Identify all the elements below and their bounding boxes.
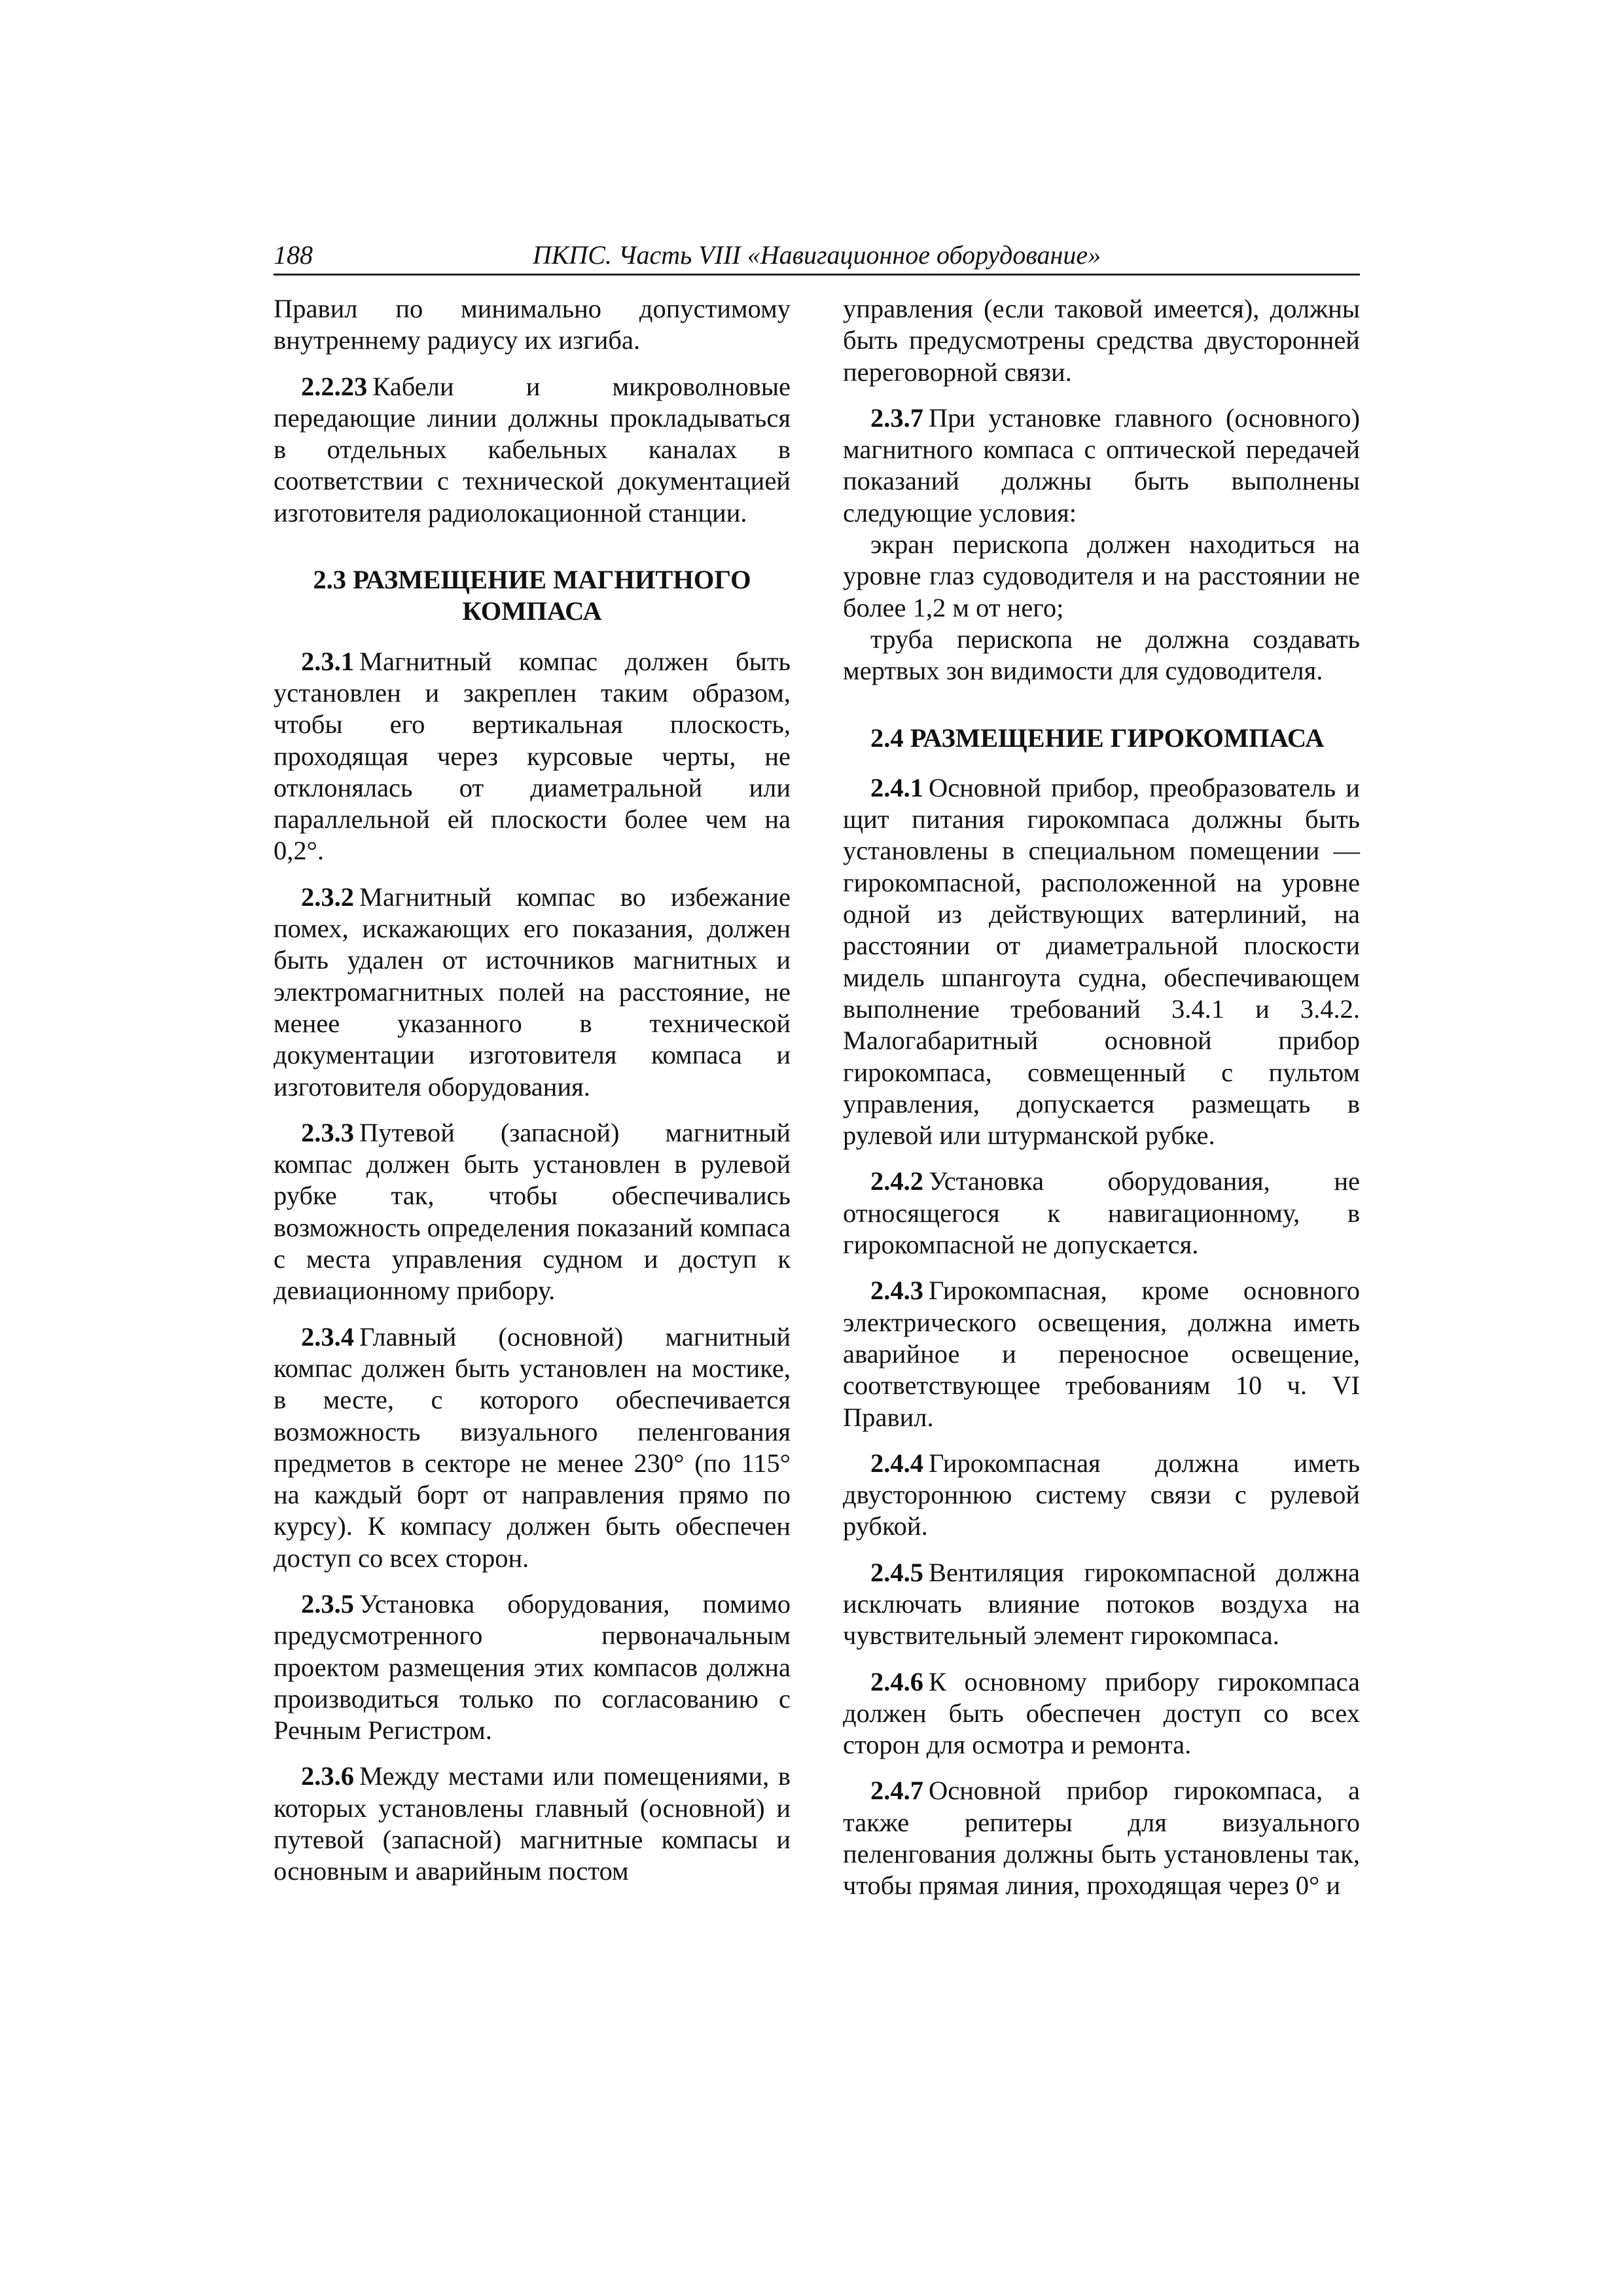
heading-line: КОМПАСА (462, 596, 602, 626)
clause-number: 2.3.3 (301, 1117, 354, 1147)
clause-number: 2.4.7 (870, 1776, 923, 1806)
clause-2-4-3 (843, 1275, 1360, 1433)
clause-2-4-1 (843, 772, 1360, 1152)
paragraph-text: Установка оборудования, помимо предусмотренного первоначальным проектом размещения этих компасов должна производиться только по согласованию с Речным Регистром. (274, 1588, 791, 1746)
clause-2-3-1 (274, 646, 791, 867)
left-column (274, 293, 791, 1902)
paragraph-text: Путевой (запасной) магнитный компас должен быть установлен в рулевой рубке так, чтобы обеспечивались возможность определения показаний компаса с места управления судном и доступ к девиационному прибору. (274, 1117, 791, 1306)
clause-2-4-5 (843, 1557, 1360, 1652)
clause-number: 2.3.6 (301, 1761, 354, 1791)
paragraph-continuation (843, 293, 1360, 388)
clause-2-3-4 (274, 1321, 791, 1574)
clause-2-4-4 (843, 1448, 1360, 1543)
clause-number: 2.3.7 (870, 403, 923, 433)
section-heading-2-4 (843, 723, 1360, 754)
clause-2-4-2 (843, 1166, 1360, 1261)
clause-number: 2.2.23 (301, 371, 368, 401)
paragraph-text: Правил по минимально допустимому внутреннему радиусу их изгиба. (274, 294, 791, 355)
paragraph-continuation (274, 293, 791, 357)
paragraph-text: Основной прибор, преобразователь и щит питания гирокомпаса должны быть установлены в специальном помещении — гирокомпасной, расположенной на уровне одной из действующих ватерлиний, на расстоянии от диаметральной плоскости мидель шпангоута судна, обеспечивающем выполнение требований 3.4.1 и 3.4.2. Малогабаритный основной прибор гирокомпаса, совмещенный с пультом управления, допускается размещать в рулевой или штурманской рубке. (843, 772, 1360, 1151)
paragraph-text: управления (если таковой имеется), должны быть предусмотрены средства двусторонней переговорной связи. (843, 294, 1360, 387)
paragraph-text: труба перископа не должна создавать мертвых зон видимости для судоводителя. (843, 624, 1360, 686)
paragraph-text: Между местами или помещениями, в которых установлены главный (основной) и путевой (запасной) магнитные компасы и основным и аварийным постом (274, 1761, 791, 1886)
paragraph-text: Установка оборудования, не относящегося к навигационному, в гирокомпасной не допускается. (843, 1166, 1360, 1260)
clause-2-3-3 (274, 1117, 791, 1307)
paragraph-text: Гирокомпасная должна иметь двустороннюю систему связи с рулевой рубкой. (843, 1448, 1360, 1541)
clause-number: 2.4.4 (870, 1448, 923, 1478)
paragraph-text: Вентиляция гирокомпасной должна исключать влияние потоков воздуха на чувствительный элемент гирокомпаса. (843, 1557, 1360, 1651)
right-column (843, 293, 1360, 1916)
paragraph-text: Магнитный компас должен быть установлен и закреплен таким образом, чтобы его вертикальная плоскость, проходящая через курсовые черты, не отклонялась от диаметральной или параллельной ей плоскости более чем на 0,2°. (274, 646, 791, 866)
paragraph-text: Гирокомпасная, кроме основного электрического освещения, должна иметь аварийное и переносное освещение, соответствующее требованиям 10 ч. VI Правил. (843, 1276, 1360, 1432)
running-title: ПКПС. Часть VIII «Навигационное оборудование» (532, 240, 1101, 270)
paragraph-text: К основному прибору гирокомпаса должен быть обеспечен доступ со всех сторон для осмотра и ремонта. (843, 1666, 1360, 1760)
paragraph-text: экран перископа должен находиться на уровне глаз судоводителя и на расстоянии не более 1,2 м от него; (843, 529, 1360, 622)
page-number: 188 (274, 240, 313, 270)
clause-2-4-7 (843, 1775, 1360, 1901)
clause-2-2-23 (274, 371, 791, 529)
heading-line: 2.3 РАЗМЕЩЕНИЕ МАГНИТНОГО (313, 565, 751, 595)
clause-2-3-5 (274, 1588, 791, 1746)
clause-number: 2.4.3 (870, 1276, 923, 1306)
paragraph-text: Кабели и микроволновые передающие линии должны прокладываться в отдельных кабельных каналах в соответствии с технической документацией изготовителя радиолокационной станции. (274, 371, 791, 528)
paragraph-text: При установке главного (основного) магнитного компаса с оптической передачей показаний должны быть выполнены следующие условия: (843, 403, 1360, 528)
list-condition-2 (843, 624, 1360, 687)
clause-number: 2.4.6 (870, 1666, 923, 1696)
clause-number: 2.4.2 (870, 1166, 923, 1196)
clause-2-3-2 (274, 882, 791, 1103)
clause-number: 2.3.2 (301, 882, 354, 912)
clause-number: 2.3.1 (301, 646, 354, 676)
section-heading-2-3 (274, 564, 791, 628)
clause-number: 2.3.4 (301, 1321, 354, 1352)
paragraph-text: Главный (основной) магнитный компас должен быть установлен на мостике, в месте, с которого обеспечивается возможность визуального пеленгования предметов в секторе не менее 230° (по 115° на каждый борт от направления прямо по курсу). К компасу должен быть обеспечен доступ со всех сторон. (274, 1321, 791, 1573)
clause-2-3-6 (274, 1761, 791, 1887)
clause-number: 2.4.5 (870, 1557, 923, 1587)
clause-number: 2.3.5 (301, 1588, 354, 1619)
clause-number: 2.4.1 (870, 772, 923, 802)
list-condition-1 (843, 529, 1360, 624)
clause-2-4-6 (843, 1666, 1360, 1761)
clause-2-3-7 (843, 403, 1360, 529)
paragraph-text: Магнитный компас во избежание помех, искажающих его показания, должен быть удален от источников магнитных и электромагнитных полей на расстояние, не менее указанного в технической документации изготовителя компаса и изготовителя оборудования. (274, 882, 791, 1102)
paragraph-text: Основной прибор гирокомпаса, а также репитеры для визуального пеленгования должны быть установлены так, чтобы прямая линия, проходящая через 0° и (843, 1776, 1360, 1901)
heading-line: 2.4 РАЗМЕЩЕНИЕ ГИРОКОМПАСА (870, 723, 1325, 753)
running-header (274, 237, 1360, 276)
